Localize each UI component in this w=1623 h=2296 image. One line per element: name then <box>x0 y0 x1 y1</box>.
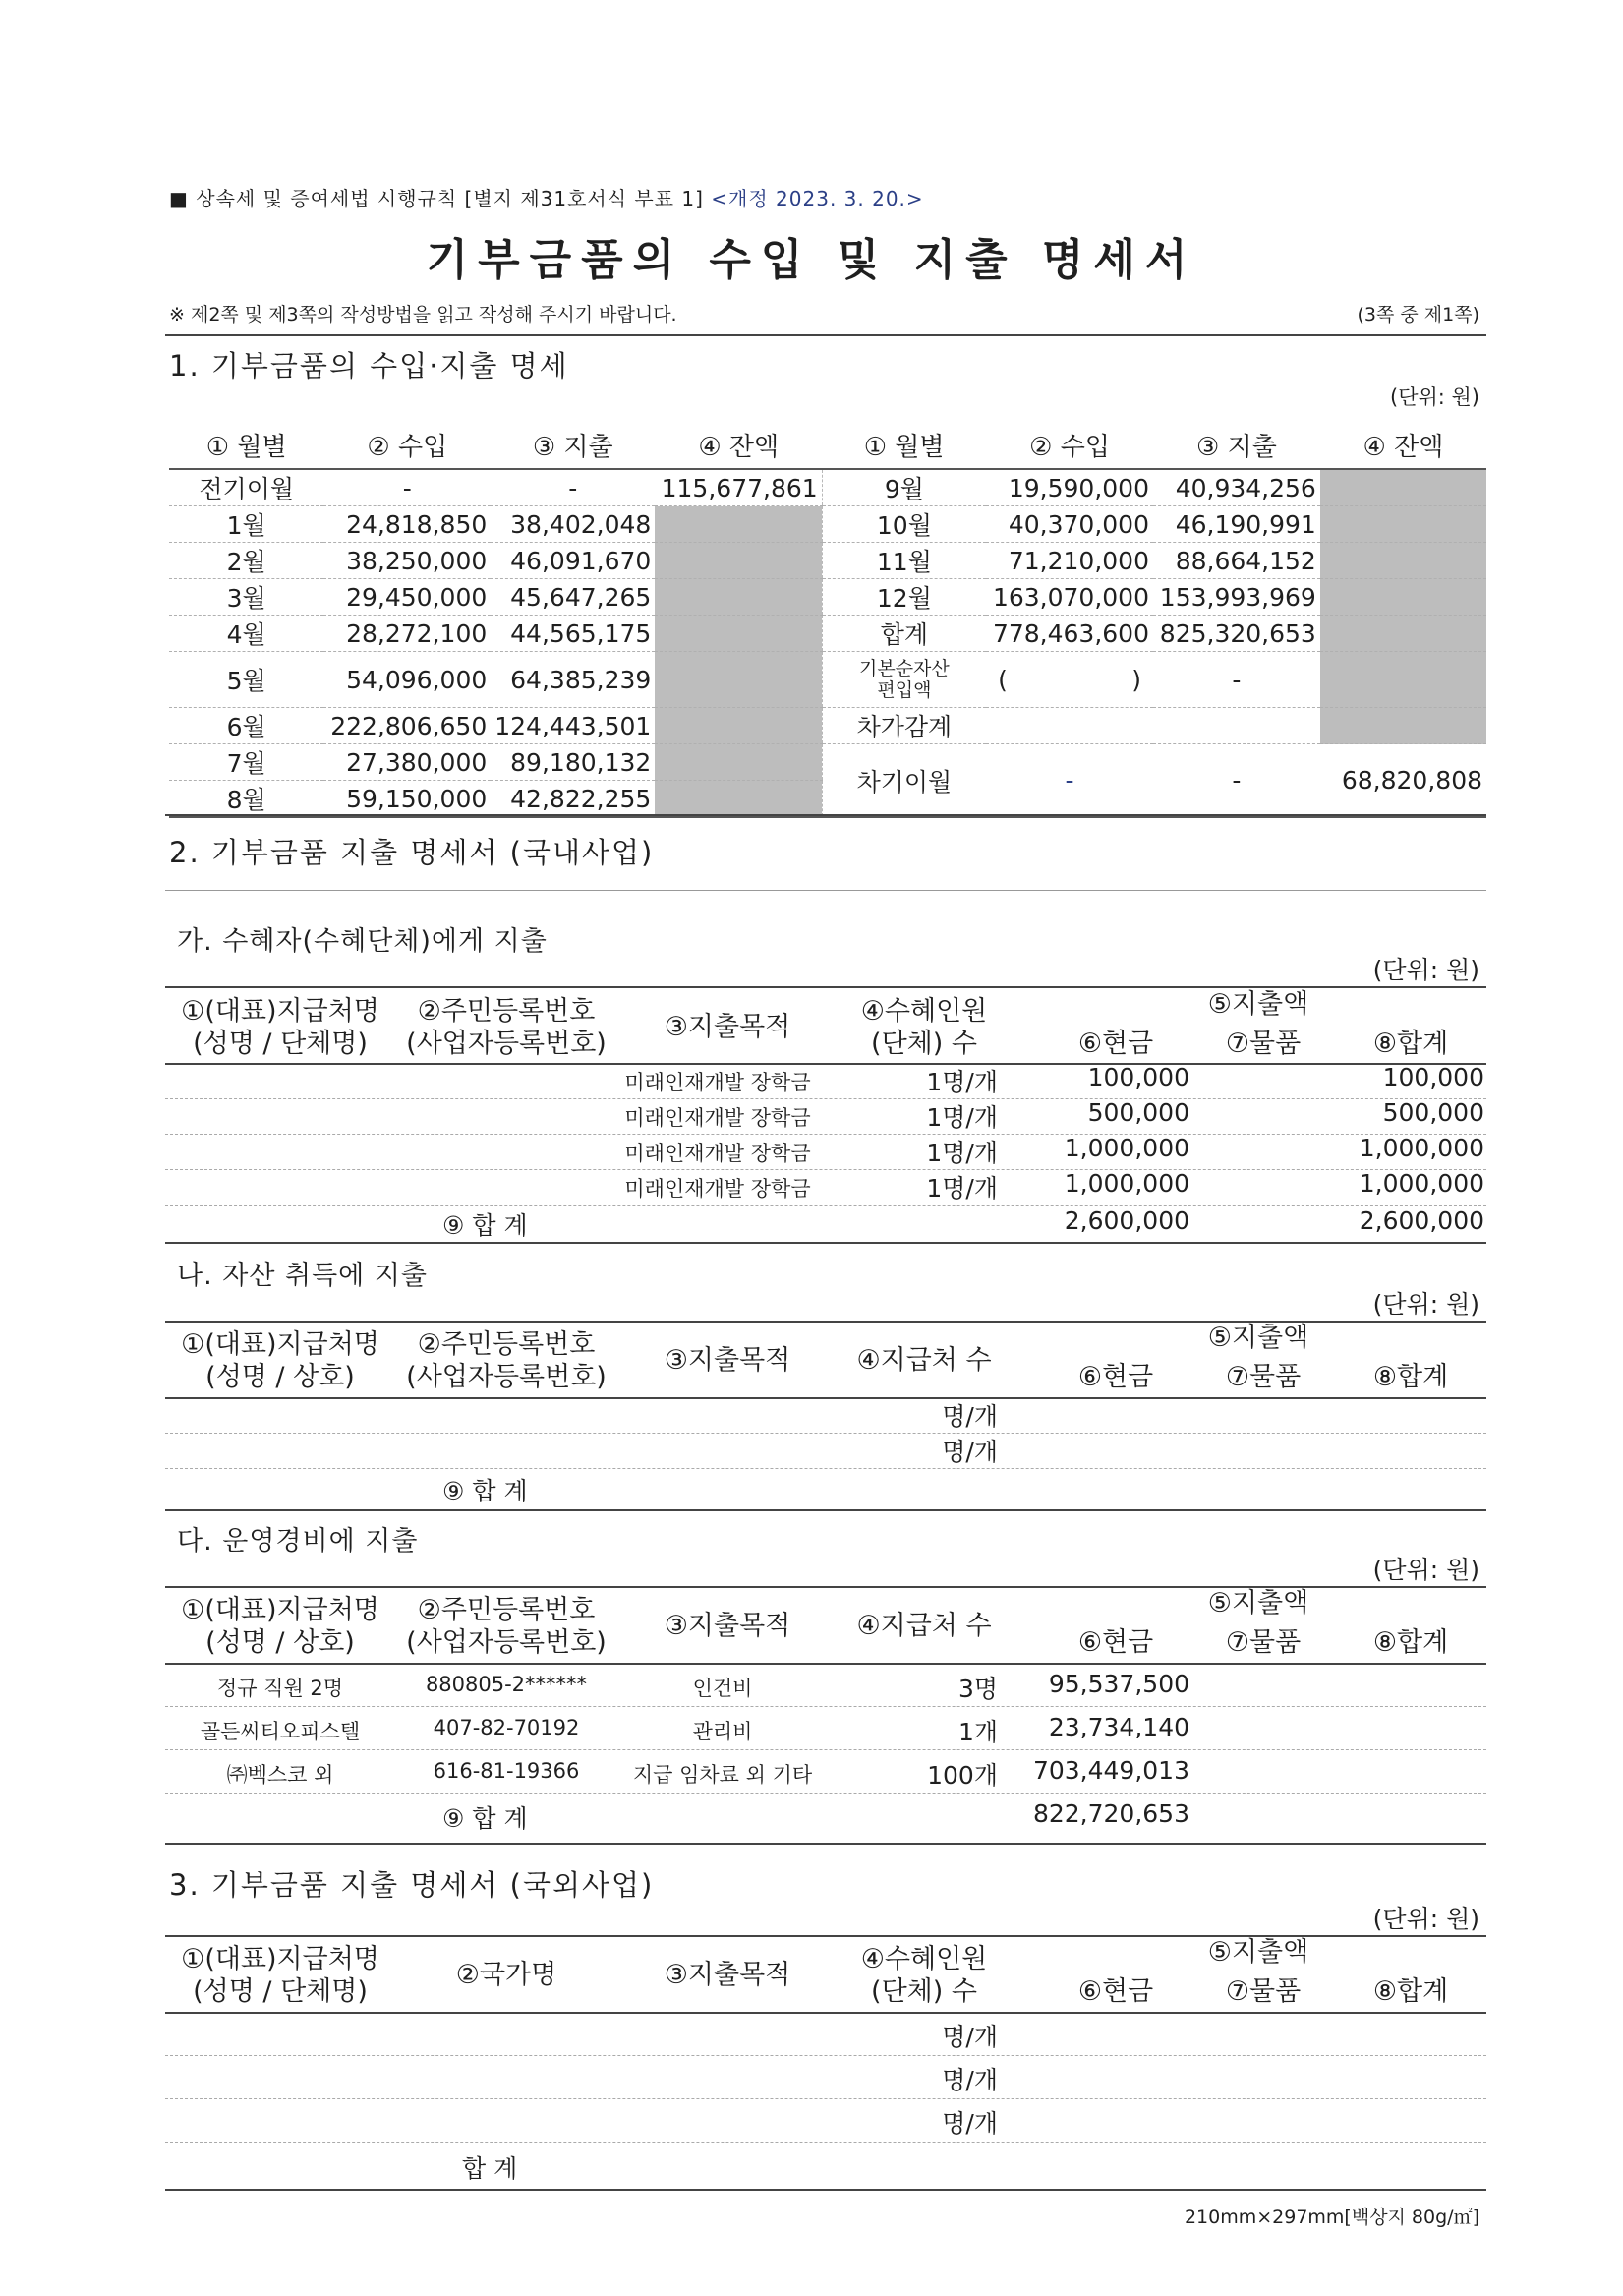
balance-cell-shaded <box>1320 708 1486 744</box>
expense-cell: 88,664,152 <box>1153 543 1320 579</box>
row-divider <box>165 1098 1486 1099</box>
divider <box>165 1509 1486 1511</box>
col-header-payee-count: ④지급처 수 <box>856 1611 992 1641</box>
count-cell: 1명/개 <box>926 1139 998 1167</box>
income-cell: - <box>323 469 491 506</box>
sum-label: ⑨ 합 계 <box>442 1804 528 1833</box>
income-cell: 59,150,000 <box>323 781 491 818</box>
form-reference <box>169 183 924 211</box>
month-cell: 9월 <box>822 469 986 506</box>
count-cell: 1명/개 <box>926 1174 998 1203</box>
cash-cell: 500,000 <box>1087 1098 1189 1127</box>
expense-cell: 44,565,175 <box>491 616 655 652</box>
revision-date: <개정 2023. 3. 20.> <box>711 187 924 210</box>
divider <box>165 2189 1486 2191</box>
count-cell: 1명/개 <box>926 1103 998 1132</box>
paper-spec: 210mm×297mm[백상지 80g/㎡] <box>1184 2207 1479 2228</box>
expense-cell: 46,190,991 <box>1153 506 1320 543</box>
expense-cell: 825,320,653 <box>1153 616 1320 652</box>
id-cell: 616-81-19366 <box>433 1759 580 1783</box>
adjust-label: 차가감계 <box>822 708 986 744</box>
month-cell: 6월 <box>169 708 323 744</box>
month-cell: 전기이월 <box>169 469 323 506</box>
cash-cell: 23,734,140 <box>1048 1713 1189 1741</box>
carry-forward-label: 차기이월 <box>822 744 986 818</box>
id-cell: 407-82-70192 <box>433 1716 580 1739</box>
sum-label: ⑨ 합 계 <box>442 1477 528 1505</box>
table-row <box>169 652 1486 708</box>
expense-cell: 124,443,501 <box>491 708 655 744</box>
col-header: ④ 잔액 <box>1320 421 1486 469</box>
total-cell: 100,000 <box>1382 1063 1484 1091</box>
page-indicator: (3쪽 중 제1쪽) <box>1357 304 1479 325</box>
col-header-id <box>398 1328 614 1393</box>
section2b-unit: (단위: 원) <box>1372 1290 1479 1319</box>
income-cell: 28,272,100 <box>323 616 491 652</box>
section2-title: 2. 기부금품 지출 명세서 (국내사업) <box>169 836 655 869</box>
sum-cash: 822,720,653 <box>1032 1799 1189 1828</box>
header-text: ①(대표)지급처명 <box>181 996 379 1027</box>
divider <box>165 2012 1486 2014</box>
balance-cell: 115,677,861 <box>655 469 822 506</box>
divider <box>165 1242 1486 1244</box>
section2a-unit: (단위: 원) <box>1372 956 1479 984</box>
month-cell: 4월 <box>169 616 323 652</box>
col-header-id <box>398 995 614 1060</box>
row-divider <box>165 1433 1486 1434</box>
col-header-total: ⑧합계 <box>1372 1029 1449 1059</box>
divider <box>165 1063 1486 1065</box>
month-cell: 11월 <box>822 543 986 579</box>
expense-cell: 64,385,239 <box>491 652 655 708</box>
page-title: 기부금품의 수입 및 지출 명세서 <box>426 235 1197 285</box>
sum-cash: 2,600,000 <box>1064 1207 1189 1235</box>
header-text: ④수혜인원 <box>860 996 988 1027</box>
carry-forward-income: - <box>986 744 1153 818</box>
divider <box>165 1843 1486 1845</box>
basic-assets-label <box>822 652 986 708</box>
expense-cell: 153,993,969 <box>1153 579 1320 616</box>
sum-label: 합 계 <box>462 2154 518 2183</box>
balance-cell-shaded <box>1320 652 1486 708</box>
income-cell: 778,463,600 <box>986 616 1153 652</box>
purpose-cell: 인건비 <box>692 1677 753 1700</box>
balance-cell-shaded <box>1320 469 1486 506</box>
row-divider <box>165 2098 1486 2099</box>
row-divider <box>165 1706 1486 1707</box>
count-cell: 명/개 <box>942 2109 998 2138</box>
col-header-amount: ⑤지출액 <box>1207 1937 1309 1968</box>
income-cell: 54,096,000 <box>323 652 491 708</box>
income-cell: 27,380,000 <box>323 744 491 781</box>
col-header-goods: ⑦물품 <box>1225 1362 1302 1392</box>
expense-cell: 38,402,048 <box>491 506 655 543</box>
expense-cell: 45,647,265 <box>491 579 655 616</box>
balance-cell-shaded <box>655 506 822 543</box>
form-ref-text: ■ 상속세 및 증여세법 시행규칙 [별지 제31호서식 부표 1] <box>169 187 704 210</box>
col-header-goods: ⑦물품 <box>1225 1976 1302 2007</box>
row-divider <box>165 1134 1486 1135</box>
col-header-cash: ⑥현금 <box>1077 1627 1154 1658</box>
cash-cell: 100,000 <box>1087 1063 1189 1091</box>
col-header-payee-count: ④지급처 수 <box>856 1345 992 1376</box>
header-text: ②주민등록번호 <box>417 1595 596 1625</box>
header-text: (성명 / 상호) <box>205 1362 355 1392</box>
expense-cell: 40,934,256 <box>1153 469 1320 506</box>
income-cell: 19,590,000 <box>986 469 1153 506</box>
col-header-purpose: ③지출목적 <box>664 1012 791 1042</box>
col-header: ④ 잔액 <box>655 421 822 469</box>
income-cell: 38,250,000 <box>323 543 491 579</box>
cash-cell: 703,449,013 <box>1032 1756 1189 1785</box>
balance-cell-shaded <box>1320 579 1486 616</box>
header-text: ④수혜인원 <box>860 1944 988 1974</box>
month-cell: 5월 <box>169 652 323 708</box>
row-divider <box>165 2055 1486 2056</box>
paren-close: ) <box>1131 665 1141 694</box>
total-cell: 1,000,000 <box>1359 1169 1484 1198</box>
table-row <box>169 708 1486 744</box>
expense-cell: - <box>491 469 655 506</box>
section2c-unit: (단위: 원) <box>1372 1556 1479 1584</box>
section1-title: 1. 기부금품의 수입·지출 명세 <box>169 349 569 383</box>
cash-cell: 1,000,000 <box>1064 1134 1189 1162</box>
balance-cell-shaded <box>655 616 822 652</box>
col-header: ② 수입 <box>323 421 491 469</box>
header-text: (성명 / 단체명) <box>193 1976 368 2007</box>
divider <box>165 1663 1486 1665</box>
cash-cell: 1,000,000 <box>1064 1169 1189 1198</box>
balance-cell-shaded <box>655 543 822 579</box>
count-cell: 명/개 <box>942 2066 998 2094</box>
header-text: (단체) 수 <box>871 1976 977 2007</box>
balance-cell-shaded <box>1320 506 1486 543</box>
header-text: (사업자등록번호) <box>406 1362 607 1392</box>
col-header-payee <box>172 1943 388 2008</box>
purpose-cell: 지급 임차료 외 기타 <box>632 1763 813 1787</box>
col-header-amount: ⑤지출액 <box>1207 1323 1309 1353</box>
balance-cell-shaded <box>655 708 822 744</box>
balance-cell-shaded <box>655 744 822 781</box>
purpose-cell: 미래인재개발 장학금 <box>624 1142 811 1165</box>
header-text: (사업자등록번호) <box>406 1627 607 1658</box>
carry-forward-expense: - <box>1153 744 1320 818</box>
income-cell: 29,450,000 <box>323 579 491 616</box>
row-divider <box>165 2142 1486 2143</box>
col-header-goods: ⑦물품 <box>1225 1627 1302 1658</box>
col-header-payee <box>172 995 388 1060</box>
count-cell: 명/개 <box>942 2023 998 2051</box>
month-cell: 3월 <box>169 579 323 616</box>
payee-cell: ㈜벡스코 외 <box>226 1763 334 1787</box>
count-cell: 1개 <box>957 1718 998 1746</box>
table-row <box>169 543 1486 579</box>
month-cell: 10월 <box>822 506 986 543</box>
income-cell: 40,370,000 <box>986 506 1153 543</box>
income-cell: 71,210,000 <box>986 543 1153 579</box>
table-row <box>169 744 1486 781</box>
row-divider <box>165 1793 1486 1794</box>
adjust-expense <box>1153 708 1320 744</box>
header-text: ①(대표)지급처명 <box>181 1595 379 1625</box>
col-header-cash: ⑥현금 <box>1077 1029 1154 1059</box>
payee-cell: 골든씨티오피스텔 <box>200 1720 361 1743</box>
table-row <box>169 616 1486 652</box>
balance-cell-shaded <box>1320 616 1486 652</box>
balance-cell-shaded <box>655 781 822 818</box>
col-header-purpose: ③지출목적 <box>664 1345 791 1376</box>
row-divider <box>165 1749 1486 1750</box>
sum-total: 2,600,000 <box>1359 1207 1484 1235</box>
col-header-total: ⑧합계 <box>1372 1627 1449 1658</box>
purpose-cell: 관리비 <box>692 1720 753 1743</box>
header-text: (사업자등록번호) <box>406 1029 607 1059</box>
col-header-total: ⑧합계 <box>1372 1976 1449 2007</box>
header-text: ②주민등록번호 <box>417 996 596 1027</box>
income-cell: 163,070,000 <box>986 579 1153 616</box>
expense-cell: 46,091,670 <box>491 543 655 579</box>
divider <box>165 814 1486 816</box>
col-header-amount: ⑤지출액 <box>1207 989 1309 1020</box>
divider <box>165 1397 1486 1399</box>
table-row <box>169 469 1486 506</box>
row-divider <box>165 1205 1486 1206</box>
sum-label: ⑨ 합 계 <box>442 1211 528 1240</box>
col-header-cash: ⑥현금 <box>1077 1362 1154 1392</box>
balance-cell-shaded <box>655 579 822 616</box>
basic-assets-expense: - <box>1153 652 1320 708</box>
col-header: ② 수입 <box>986 421 1153 469</box>
col-header-recipients <box>836 1943 1013 2008</box>
paren-open: ( <box>998 665 1008 694</box>
purpose-cell: 미래인재개발 장학금 <box>624 1106 811 1130</box>
cash-cell: 95,537,500 <box>1048 1670 1189 1698</box>
basic-assets-label-1: 기본순자산 <box>859 658 950 679</box>
col-header-recipients <box>836 995 1013 1060</box>
header-text: (단체) 수 <box>871 1029 977 1059</box>
count-cell: 3명 <box>957 1675 998 1703</box>
col-header: ① 월별 <box>822 421 986 469</box>
col-header: ① 월별 <box>169 421 323 469</box>
payee-cell: 정규 직원 2명 <box>216 1677 344 1700</box>
expense-cell: 89,180,132 <box>491 744 655 781</box>
section3-title: 3. 기부금품 지출 명세서 (국외사업) <box>169 1868 655 1902</box>
table-row <box>169 506 1486 543</box>
balance-cell-shaded <box>1320 543 1486 579</box>
section2a-title: 가. 수혜자(수혜단체)에게 지출 <box>177 926 548 957</box>
col-header-total: ⑧합계 <box>1372 1362 1449 1392</box>
col-header-payee <box>172 1328 388 1393</box>
count-cell: 100개 <box>927 1761 998 1790</box>
section1-unit: (단위: 원) <box>1390 385 1479 409</box>
income-cell: 24,818,850 <box>323 506 491 543</box>
col-header: ③ 지출 <box>491 421 655 469</box>
month-cell: 합계 <box>822 616 986 652</box>
header-text: (성명 / 상호) <box>205 1627 355 1658</box>
col-header-country: ②국가명 <box>455 1960 557 1990</box>
row-divider <box>165 1169 1486 1170</box>
purpose-cell: 미래인재개발 장학금 <box>624 1177 811 1201</box>
row-divider <box>165 1468 1486 1469</box>
month-cell: 1월 <box>169 506 323 543</box>
col-header-amount: ⑤지출액 <box>1207 1588 1309 1619</box>
basic-assets-income <box>986 652 1153 708</box>
table-header-row <box>169 421 1486 469</box>
header-text: (성명 / 단체명) <box>193 1029 368 1059</box>
total-cell: 1,000,000 <box>1359 1134 1484 1162</box>
basic-assets-label-2: 편입액 <box>877 679 932 701</box>
header-text: ①(대표)지급처명 <box>181 1329 379 1360</box>
count-cell: 1명/개 <box>926 1068 998 1096</box>
col-header-id <box>398 1594 614 1659</box>
id-cell: 880805-2****** <box>425 1673 588 1696</box>
divider <box>165 890 1486 891</box>
col-header-cash: ⑥현금 <box>1077 1976 1154 2007</box>
expense-cell: 42,822,255 <box>491 781 655 818</box>
income-cell: 222,806,650 <box>323 708 491 744</box>
section3-unit: (단위: 원) <box>1372 1905 1479 1933</box>
month-cell: 8월 <box>169 781 323 818</box>
total-cell: 500,000 <box>1382 1098 1484 1127</box>
count-cell: 명/개 <box>942 1438 998 1466</box>
section2c-title: 다. 운영경비에 지출 <box>177 1526 419 1557</box>
month-cell: 2월 <box>169 543 323 579</box>
col-header: ③ 지출 <box>1153 421 1320 469</box>
month-cell: 12월 <box>822 579 986 616</box>
balance-cell-shaded <box>655 652 822 708</box>
month-cell: 7월 <box>169 744 323 781</box>
divider <box>165 334 1486 336</box>
col-header-purpose: ③지출목적 <box>664 1960 791 1990</box>
section2b-title: 나. 자산 취득에 지출 <box>177 1261 428 1291</box>
header-text: ①(대표)지급처명 <box>181 1944 379 1974</box>
col-header-payee <box>172 1594 388 1659</box>
header-text: ②주민등록번호 <box>417 1329 596 1360</box>
count-cell: 명/개 <box>942 1402 998 1431</box>
carry-forward-balance: 68,820,808 <box>1320 744 1486 818</box>
purpose-cell: 미래인재개발 장학금 <box>624 1071 811 1094</box>
income-expense-table <box>169 421 1486 818</box>
instruction-note: ※ 제2쪽 및 제3쪽의 작성방법을 읽고 작성해 주시기 바랍니다. <box>169 304 677 325</box>
adjust-income <box>986 708 1153 744</box>
col-header-goods: ⑦물품 <box>1225 1029 1302 1059</box>
col-header-purpose: ③지출목적 <box>664 1611 791 1641</box>
table-row <box>169 579 1486 616</box>
